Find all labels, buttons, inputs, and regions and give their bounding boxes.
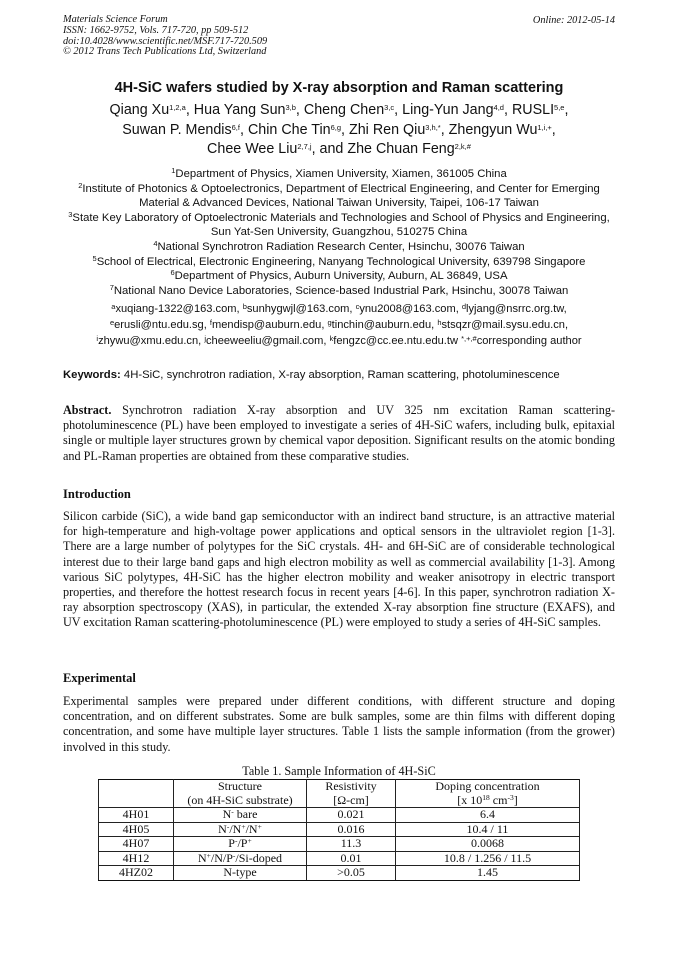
author: Chin Che Tin$^{6,g}$ bbox=[247, 121, 342, 138]
header-cell-name bbox=[99, 780, 174, 808]
author: Zhengyun $Wu^{1,i,+}$ bbox=[448, 121, 552, 138]
email[interactable]: $^a$xuqiang-1322@163.com, bbox=[111, 302, 240, 315]
affiliation-list bbox=[63, 167, 615, 298]
table-row: 4H07 P-/P+ 11.3 0.0068 bbox=[99, 837, 580, 852]
email[interactable]: $^k$fengzc@cc.ee.ntu.edu.tw bbox=[329, 333, 458, 347]
author: Hua Yang Sun$^{3,b}$ bbox=[193, 102, 296, 118]
email[interactable]: $^f$mendisp@auburn.edu, bbox=[209, 317, 325, 331]
email-list bbox=[63, 302, 615, 349]
header-cell-structure: Structure (on 4H-SiC substrate) bbox=[174, 780, 307, 808]
online-date: Online: 2012-05-14 bbox=[532, 15, 615, 26]
author: Zhi Ren Qiu$^{3,h,*}$ bbox=[348, 121, 441, 138]
table-header-row bbox=[99, 780, 580, 808]
keywords-text: 4H-SiC, synchrotron radiation, X-ray absorption, Raman scattering, photoluminescence bbox=[123, 369, 560, 381]
introduction-text: Silicon carbide (SiC), a wide band gap semiconductor with an indirect band structure, is an attractive material for high-temperature and high-voltage power applications and optical sensors in the ultraviolet region [1-3]. There are a large number of polytypes for the SiC crystals. 4H- and 6H-SiC are of considerable technological interest due to their large band gaps and high electron mobility as well as commercial availability [1-3]. Among various SiC polytypes, 4H-SiC has the higher electron mobility and weaker anisotropy in electric transport properties, and therefore the hottest research focus in recent years [4-6]. In this paper, synchrotron radiation X-ray absorption spectroscopy (XAS), in particular, the extended X-ray absorption fine structure (EXAFS), and UV excitation Raman scattering-photoluminescence (PL) were employed to study a series of 4H-SiC samples. bbox=[63, 509, 615, 630]
affiliation: $^3$State Key Laboratory of Optoelectronic Materials and Technologies and School of Physics and Engineering, Sun Yat-Sen University, Guangzhou, 510275 China bbox=[68, 209, 610, 239]
author: RUSLI$^{5,e}$ bbox=[511, 102, 565, 118]
abstract-text: Synchrotron radiation X-ray absorption and UV 325 nm excitation Raman scattering-photoluminescence (PL) have been employed to investigate a series of 4H-SiC wafers, including bulk, epitaxial single or multiple layer structures grown by chemical vapor deposition. Significant results on the atomic bonding and PL-Raman properties are obtained from these comparative studies. bbox=[63, 403, 615, 463]
author: Chee Wee Liu$^{2,7,j}$ bbox=[207, 141, 312, 157]
affiliation: $^4$National Synchrotron Radiation Research Center, Hsinchu, 30076 Taiwan bbox=[153, 238, 525, 253]
keywords-label: Keywords: bbox=[63, 369, 121, 381]
abstract-label: Abstract. bbox=[63, 403, 112, 417]
experimental-text: Experimental samples were prepared under different conditions, with different structure and doping concentration, and on different substrates. Some are bulk samples, some are thin films with different doping concentration, and some have multiple layer structures. Table 1 lists the sample information (from the grower) involved in this study. bbox=[63, 694, 615, 754]
sample-table bbox=[98, 779, 580, 881]
email[interactable]: $^e$erusli@ntu.edu.sg, bbox=[109, 317, 207, 331]
email[interactable]: $^g$tinchin@auburn.edu, bbox=[327, 317, 435, 331]
author: Zhe Chuan Feng$^{2,k,\#}$ bbox=[347, 141, 471, 157]
email[interactable]: $^b$sunhygwjl@163.com, bbox=[242, 302, 353, 315]
affiliation: $^2$Institute of Photonics & Optoelectronics, Department of Electrical Engineering, and Center for Emerging Material & Advanced Devices, National Taiwan University, Taipei, 106-17 Taiwan bbox=[78, 180, 600, 210]
affiliation: $^1$Department of Physics, Xiamen University, Xiamen, 361005 China bbox=[171, 166, 507, 180]
affiliation: $^5$School of Electrical, Electronic Engineering, Nanyang Technological University, 639798 Singapore bbox=[92, 253, 586, 268]
email[interactable]: $^j$cheeweeliu@gmail.com, bbox=[204, 333, 327, 347]
and-word: and bbox=[319, 141, 344, 157]
keywords bbox=[63, 369, 623, 381]
table-row: 4H05 N-/N+/N+ 0.016 10.4 / 11 bbox=[99, 822, 580, 837]
introduction-heading: Introduction bbox=[63, 487, 131, 501]
header-cell-doping: Doping concentration [x $10^{18}$ $cm^{-3}$] bbox=[396, 780, 580, 808]
email[interactable]: $^h$stsqzr@mail.sysu.edu.cn, bbox=[437, 317, 569, 331]
affiliation: $^7$National Nano Device Laboratories, Science-based Industrial Park, Hsinchu, 30078 Taiwan bbox=[109, 282, 569, 297]
journal-name: Materials Science Forum bbox=[63, 14, 168, 25]
email[interactable]: $^i$zhywu@xmu.edu.cn, bbox=[96, 333, 202, 347]
email[interactable]: $^c$ynu2008@163.com, bbox=[355, 302, 459, 315]
author: Ling-Yun Jang$^{4,d}$ bbox=[402, 102, 504, 118]
paper-title: 4H-SiC wafers studied by X-ray absorption and Raman scattering bbox=[114, 80, 564, 96]
table-row: 4H01 N- bare 0.021 6.4 bbox=[99, 808, 580, 823]
email[interactable]: $^d$lyjang@nsrrc.org.tw, bbox=[461, 302, 567, 315]
abstract bbox=[63, 403, 615, 464]
table-row: 4H12 N+/N/P-/Si-doped 0.01 10.8 / 1.256 / 11.5 bbox=[99, 851, 580, 866]
table-caption: Table 1. Sample Information of 4H-SiC bbox=[242, 764, 436, 778]
experimental-heading: Experimental bbox=[63, 671, 136, 685]
author: Qiang Xu$^{1,2,a}$ bbox=[109, 102, 186, 118]
doi-line: doi:10.4028/www.scientific.net/MSF.717-720.509 bbox=[63, 35, 268, 47]
journal-header bbox=[63, 15, 267, 58]
copyright-line: © 2012 Trans Tech Publications Ltd, Switzerland bbox=[63, 46, 267, 58]
issn-line: ISSN: 1662-9752, Vols. 717-720, pp 509-512 bbox=[63, 24, 249, 36]
table-row: 4HZ02 N-type >0.05 1.45 bbox=[99, 866, 580, 881]
affiliation: $^6$Department of Physics, Auburn University, Auburn, AL 36849, USA bbox=[170, 268, 508, 283]
author: Cheng Chen$^{3,c}$ bbox=[303, 102, 395, 118]
author: Suwan P. Mendis$^{6,f}$ bbox=[122, 121, 240, 138]
corresponding-author-note: *,+,#corresponding author bbox=[461, 333, 582, 347]
header-cell-resistivity: Resistivity [Ω-cm] bbox=[307, 780, 396, 808]
author-list: Qiang Xu$^{1,2,a}$, Hua Yang Sun$^{3,b}$, Cheng Chen$^{3,c}$, Ling-Yun Jang$^{4,d}$, RUSLI$^{5,e}$, Suwan P. Mendis$^{6,f}$, Chin Che Tin$^{6,g}$, Zhi Ren Qiu$^{3,h,*}$, Zhengyun $Wu^{1,i,+}$, Chee Wee Liu$^{2,7,j}$, and Zhe Chuan Feng$^{2,k,\#}$ bbox=[109, 102, 569, 157]
